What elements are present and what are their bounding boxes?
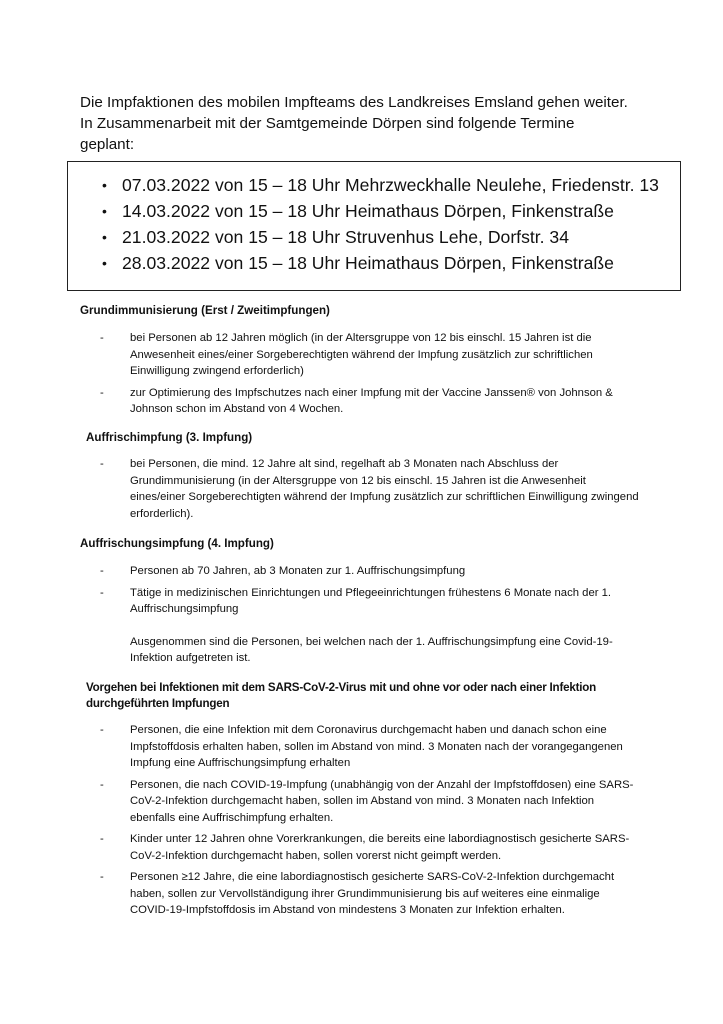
appointments-box — [67, 161, 681, 291]
appointment-item — [102, 224, 680, 250]
intro-line: geplant: — [80, 136, 135, 153]
dash-marker: - — [100, 833, 104, 845]
appointment-text: 28.03.2022 von 15 – 18 Uhr Heimathaus Dörpen, Finkenstraße — [122, 253, 614, 273]
dash-marker: - — [100, 565, 104, 577]
intro-line: In Zusammenarbeit mit der Samtgemeinde Dörpen sind folgende Termine — [80, 115, 575, 132]
appointment-text: 07.03.2022 von 15 – 18 Uhr Mehrzweckhalle Neulehe, Friedenstr. 13 — [122, 175, 659, 195]
intro-line: Die Impfaktionen des mobilen Impfteams des Landkreises Emsland gehen weiter. — [80, 94, 628, 111]
list-item — [100, 456, 640, 522]
dash-marker: - — [100, 332, 104, 344]
dash-marker: - — [100, 586, 104, 599]
grundimmunisierung-list — [100, 330, 640, 423]
infektionen-list — [100, 722, 640, 924]
intro-text — [80, 92, 670, 155]
list-item — [100, 869, 640, 919]
list-item — [100, 330, 640, 380]
list-item-text: Personen, die nach COVID-19-Impfung (unabhängig von der Anzahl der Impfstoffdosen) eine SARS-CoV-2-Infektion durchgemacht haben, sollen im Abstand von mind. 3 Monaten nach Infektion ebenfalls eine Auffrischimpfung erhalten. — [130, 778, 634, 824]
section-title-auffrischungsimpfung: Auffrischungsimpfung (4. Impfung) — [80, 537, 274, 550]
bullet-icon: • — [102, 255, 107, 271]
section-title-infektionen: Vorgehen bei Infektionen mit dem SARS-CoV-2-Virus mit und ohne vor oder nach einer Infektion durchgeführten Impfungen — [86, 681, 597, 710]
list-item — [100, 585, 640, 667]
list-item — [100, 722, 640, 772]
list-item-text: Kinder unter 12 Jahren ohne Vorerkrankungen, die bereits eine labordiagnostisch gesicherte SARS-CoV-2-Infektion durchgemacht haben, sollen vorerst nicht geimpft werden. — [130, 833, 630, 862]
appointment-text: 21.03.2022 von 15 – 18 Uhr Struvenhus Lehe, Dorfstr. 34 — [122, 227, 569, 247]
list-item-text: Personen ≥12 Jahre, die eine labordiagnostisch gesicherte SARS-CoV-2-Infektion durchgemacht haben, sollen zur Vervollständigung ihrer Grundimmunisierung bis auf weiteres eine einmalige COVID-19-Impfstoffdosis im Abstand von mindestens 3 Monaten zur Infektion erhalten. — [130, 871, 615, 916]
appointment-item — [102, 250, 680, 276]
list-item-text: bei Personen, die mind. 12 Jahre alt sind, regelhaft ab 3 Monaten nach Abschluss der Grundimmunisierung (in der Altersgruppe von 12 bis einschl. 15 Jahren ist die Anwesenheit eines/einer Sorgeberechtigten während der Impfung zusätzlich zur schriftlichen Einwilligung zwingend erforderlich). — [130, 458, 639, 520]
appointments-list — [68, 162, 680, 276]
appointment-text: 14.03.2022 von 15 – 18 Uhr Heimathaus Dörpen, Finkenstraße — [122, 201, 614, 221]
list-item-text: Tätige in medizinischen Einrichtungen und Pflegeeinrichtungen frühestens 6 Monate nach der 1. Auffrischungsimpfung — [130, 586, 612, 615]
dash-marker: - — [100, 778, 104, 791]
auffrischimpfung-list — [100, 456, 640, 527]
appointment-item — [102, 172, 680, 198]
list-item — [100, 777, 640, 827]
dash-marker: - — [100, 724, 104, 736]
bullet-icon: • — [102, 229, 107, 245]
list-item — [100, 563, 640, 580]
list-item-text: Personen ab 70 Jahren, ab 3 Monaten zur 1. Auffrischungsimpfung — [130, 565, 466, 577]
list-item-text: bei Personen ab 12 Jahren möglich (in der Altersgruppe von 12 bis einschl. 15 Jahren ist die Anwesenheit eines/einer Sorgeberechtigten während der Impfung zusätzlich zur schriftlichen Einwilligung zwingend erforderlich) — [130, 332, 593, 377]
bullet-icon: • — [102, 203, 107, 219]
section-title-grundimmunisierung: Grundimmunisierung (Erst / Zweitimpfungen) — [80, 304, 330, 317]
section-title-auffrischimpfung: Auffrischimpfung (3. Impfung) — [86, 431, 253, 444]
list-item — [100, 385, 640, 418]
bullet-icon: • — [102, 177, 107, 193]
dash-marker: - — [100, 458, 104, 470]
list-item — [100, 831, 640, 864]
list-item-text: zur Optimierung des Impfschutzes nach einer Impfung mit der Vaccine Janssen® von Johnson & Johnson schon im Abstand von 4 Wochen. — [130, 386, 613, 415]
dash-marker: - — [100, 386, 104, 399]
appointment-item — [102, 198, 680, 224]
auffrischungsimpfung-list — [100, 563, 640, 672]
list-item-text: Personen, die eine Infektion mit dem Coronavirus durchgemacht haben und danach schon eine Impfstoffdosis erhalten haben, sollen im Abstand von mind. 3 Monaten nach der vorangegangenen Impfung eine Auffrischungsimpfung erhalten — [130, 724, 623, 769]
dash-marker: - — [100, 871, 104, 883]
exception-note: Ausgenommen sind die Personen, bei welchen nach der 1. Auffrischungsimpfung eine Covid-19-Infektion aufgetreten ist. — [130, 635, 613, 664]
